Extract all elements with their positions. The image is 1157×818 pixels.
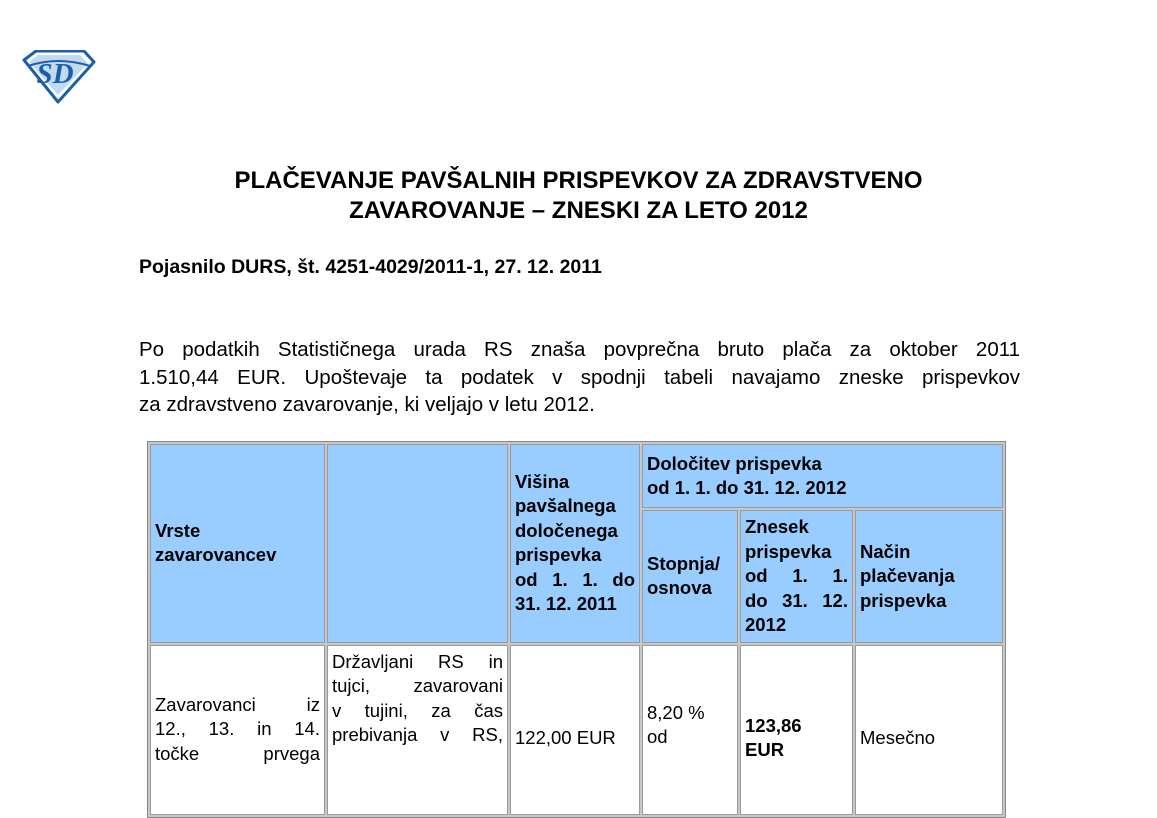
title-line-1: PLAČEVANJE PAVŠALNIH PRISPEVKOV ZA ZDRAVSTVENO <box>234 167 923 194</box>
cell-insured-type <box>150 645 325 815</box>
header-text: od 1. 1. do <box>515 568 635 590</box>
cell-contribution-amount <box>740 645 853 815</box>
document-subtitle: Pojasnilo DURS, št. 4251-4029/2011-1, 27. 12. 2011 <box>139 256 602 278</box>
cell-text: v tujini, za čas <box>332 699 503 721</box>
cell-text: Zavarovanci iz <box>155 693 320 715</box>
header-text: 31. 12. 2011 <box>515 593 617 615</box>
header-text: določenega <box>515 519 618 541</box>
header-text: prispevka <box>515 544 602 566</box>
header-payment-method <box>855 510 1003 643</box>
cell-text: prebivanja v RS, <box>332 724 503 745</box>
header-rate-base <box>642 510 738 643</box>
paragraph-line: 1.510,44 EUR. Upoštevaje ta podatek v spodnji tabeli navajamo zneske prispevkov <box>139 365 1020 389</box>
paragraph-line: za zdravstveno zavarovanje, ki veljajo v letu 2012. <box>139 393 595 416</box>
header-text: od 1. 1. <box>745 565 848 586</box>
header-text: plačevanja <box>860 565 955 586</box>
cell-description <box>327 645 508 815</box>
header-text: do 31. 12. <box>745 589 848 611</box>
header-text: pavšalnega <box>515 495 616 517</box>
header-insured-types <box>150 444 325 643</box>
cell-rate <box>642 645 738 815</box>
company-logo <box>22 50 96 104</box>
contributions-table <box>147 441 1006 818</box>
header-text: Stopnja/ <box>647 552 720 574</box>
header-text: zavarovancev <box>155 544 277 566</box>
header-text: Določitev prispevka <box>647 452 822 474</box>
table-row <box>150 645 1003 815</box>
header-text: 2012 <box>745 614 787 635</box>
title-line-2: ZAVAROVANJE – ZNESKI ZA LETO 2012 <box>349 197 808 224</box>
cell-text: 8,20 % <box>647 701 705 723</box>
cell-text: točke prvega <box>155 742 320 764</box>
header-contribution-amount <box>740 510 853 643</box>
cell-previous-amount: 122,00 EUR <box>510 645 640 815</box>
header-previous-amount <box>510 444 640 643</box>
header-text: Višina <box>515 470 570 492</box>
intro-paragraph <box>139 336 1020 419</box>
header-empty <box>327 444 508 643</box>
table-header-row <box>150 444 1003 508</box>
header-text: Vrste <box>155 519 201 541</box>
cell-text: 12., 13. in 14. <box>155 718 320 740</box>
header-text: prispevka <box>745 540 832 562</box>
header-text: Način <box>860 540 911 562</box>
header-text: od 1. 1. do 31. 12. 2012 <box>647 477 847 498</box>
paragraph-line: Po podatkih Statističnega urada RS znaša povprečna bruto plača za oktober 2011 <box>139 338 1020 361</box>
header-contribution-group <box>642 444 1003 508</box>
document-title <box>0 166 1157 226</box>
cell-text: od <box>647 726 668 747</box>
cell-text: 123,86 <box>745 714 802 736</box>
header-text: Znesek <box>745 516 809 537</box>
svg-text:SD: SD <box>36 58 74 90</box>
header-text: prispevka <box>860 589 947 611</box>
cell-text: Državljani RS in <box>332 650 503 672</box>
header-text: osnova <box>647 577 712 599</box>
cell-text: EUR <box>745 739 785 760</box>
cell-text: tujci, zavarovani <box>332 675 503 696</box>
cell-payment-method: Mesečno <box>855 645 1003 815</box>
